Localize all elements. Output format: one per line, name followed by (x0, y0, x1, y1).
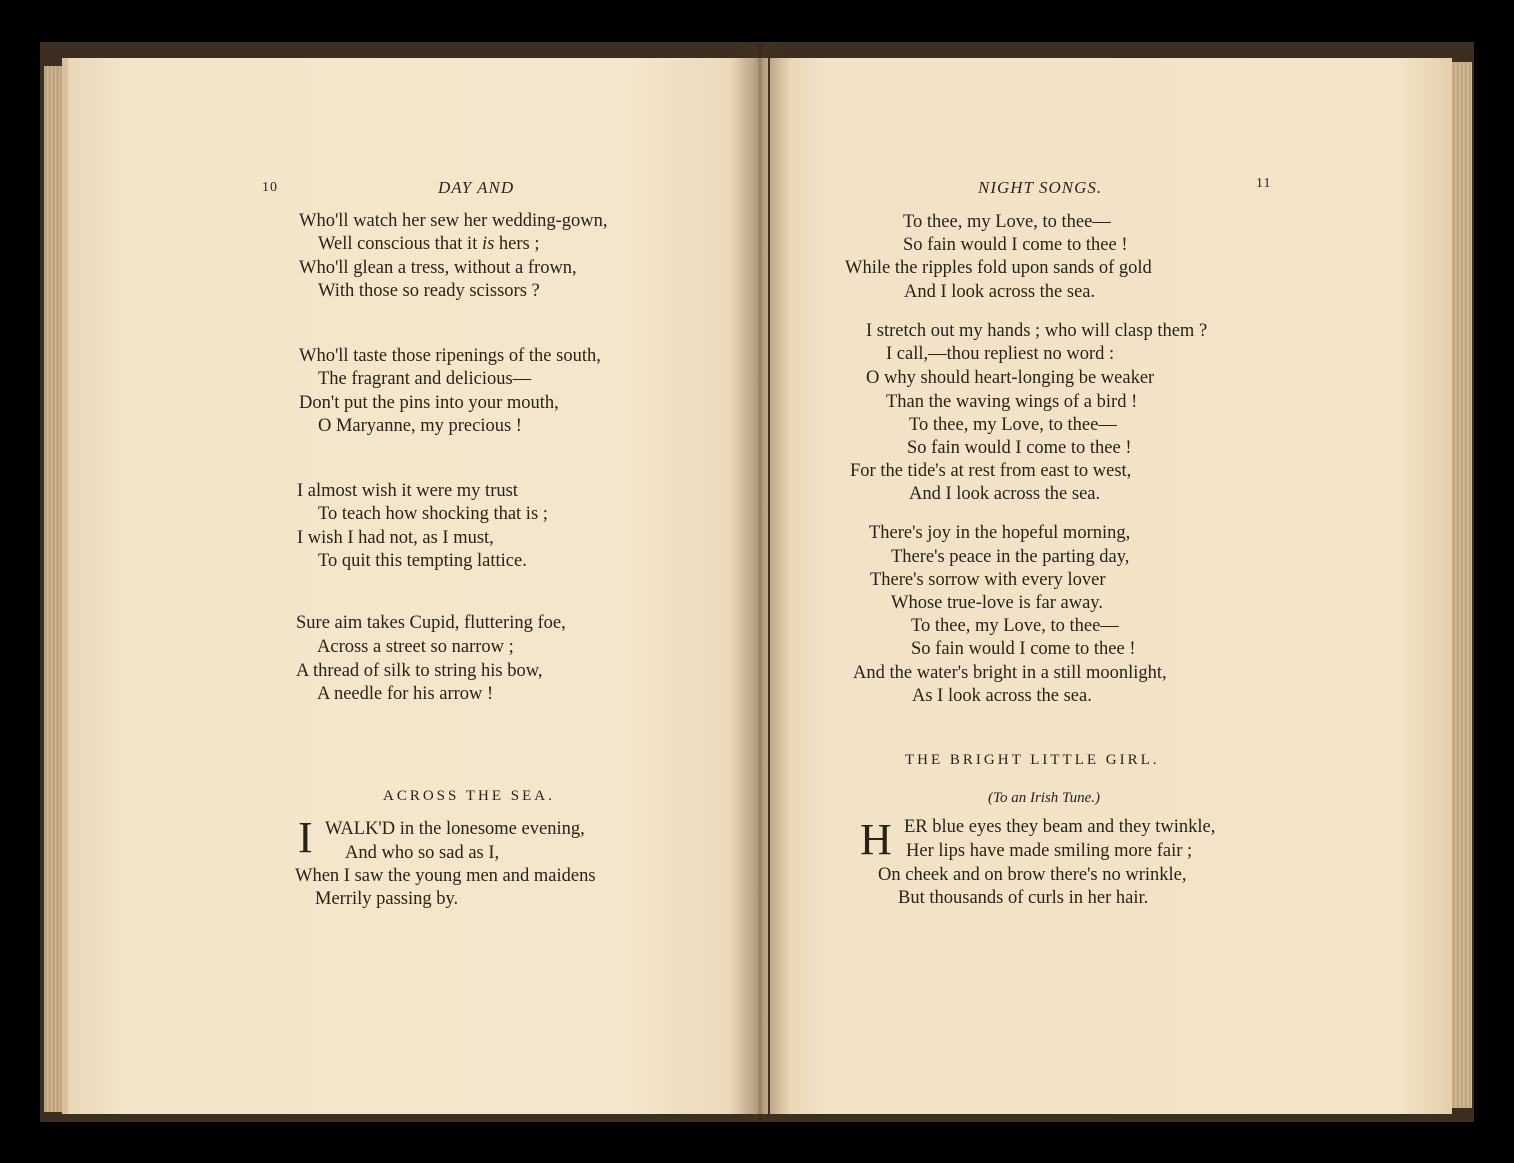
poem-line: There's sorrow with every lover (870, 570, 1106, 590)
poem-line: A needle for his arrow ! (317, 684, 494, 704)
poem-line: With those so ready scissors ? (318, 281, 540, 301)
poem-line: Than the waving wings of a bird ! (886, 392, 1138, 412)
poem-line: The fragrant and delicious— (318, 369, 532, 389)
poem-line: Who'll glean a tress, without a frown, (299, 258, 577, 278)
poem-line: Across a street so narrow ; (317, 637, 514, 657)
poem-line: O Maryanne, my precious ! (318, 416, 522, 436)
poem-line: But thousands of curls in her hair. (898, 888, 1149, 908)
poem-line: Don't put the pins into your mouth, (299, 393, 559, 413)
poem-line: And who so sad as I, (345, 843, 500, 863)
poem-line: I wish I had not, as I must, (297, 528, 494, 548)
poem-line: On cheek and on brow there's no wrinkle, (878, 865, 1187, 885)
poem-line: As I look across the sea. (912, 686, 1092, 706)
left-page-edges (44, 66, 64, 1112)
poem-line: So fain would I come to thee ! (907, 438, 1132, 458)
poem-line: ER blue eyes they beam and they twinkle, (904, 817, 1216, 837)
right-page-number: 11 (1256, 176, 1272, 191)
poem-title: THE BRIGHT LITTLE GIRL. (905, 752, 1160, 768)
right-running-head: NIGHT SONGS. (978, 178, 1103, 197)
poem-line: I almost wish it were my trust (297, 481, 518, 501)
poem-line: And the water's bright in a still moonlight, (853, 663, 1167, 683)
poem-line: Who'll watch her sew her wedding-gown, (299, 211, 608, 231)
poem-line: There's joy in the hopeful morning, (869, 523, 1131, 543)
dropcap-letter: I (298, 813, 313, 862)
poem-line: There's peace in the parting day, (891, 547, 1130, 567)
left-running-head: DAY AND (438, 178, 515, 197)
poem-line: I stretch out my hands ; who will clasp them ? (866, 321, 1208, 341)
poem-line: To thee, my Love, to thee— (909, 415, 1117, 435)
dropcap-letter: H (860, 815, 892, 864)
poem-subtitle: (To an Irish Tune.) (988, 790, 1100, 806)
poem-line: When I saw the young men and maidens (295, 866, 596, 886)
poem-line: Her lips have made smiling more fair ; (906, 841, 1193, 861)
poem-line: To thee, my Love, to thee— (903, 212, 1111, 232)
poem-line: Whose true-love is far away. (891, 593, 1103, 613)
poem-title: ACROSS THE SEA. (383, 788, 555, 804)
poem-line: So fain would I come to thee ! (911, 639, 1136, 659)
poem-line: To teach how shocking that is ; (318, 504, 548, 524)
poem-line: To quit this tempting lattice. (318, 551, 527, 571)
poem-line: WALK'D in the lonesome evening, (325, 819, 585, 839)
poem-line: While the ripples fold upon sands of gold (845, 258, 1152, 278)
poem-line: O why should heart-longing be weaker (866, 368, 1155, 388)
poem-line: Sure aim takes Cupid, fluttering foe, (296, 613, 566, 633)
right-page-edges (1452, 62, 1472, 1108)
poem-line: Merrily passing by. (315, 889, 459, 909)
poem-line: And I look across the sea. (904, 282, 1096, 302)
poem-line: I call,—thou repliest no word : (886, 344, 1115, 364)
poem-line: Well conscious that it is hers ; (318, 234, 540, 254)
poem-line: So fain would I come to thee ! (903, 235, 1128, 255)
poem-line: And I look across the sea. (909, 484, 1101, 504)
poem-line: Who'll taste those ripenings of the south, (299, 346, 601, 366)
left-page-number: 10 (262, 180, 278, 195)
poem-line: A thread of silk to string his bow, (296, 661, 543, 681)
poem-line: To thee, my Love, to thee— (911, 616, 1119, 636)
poem-line: For the tide's at rest from east to west, (850, 461, 1132, 481)
